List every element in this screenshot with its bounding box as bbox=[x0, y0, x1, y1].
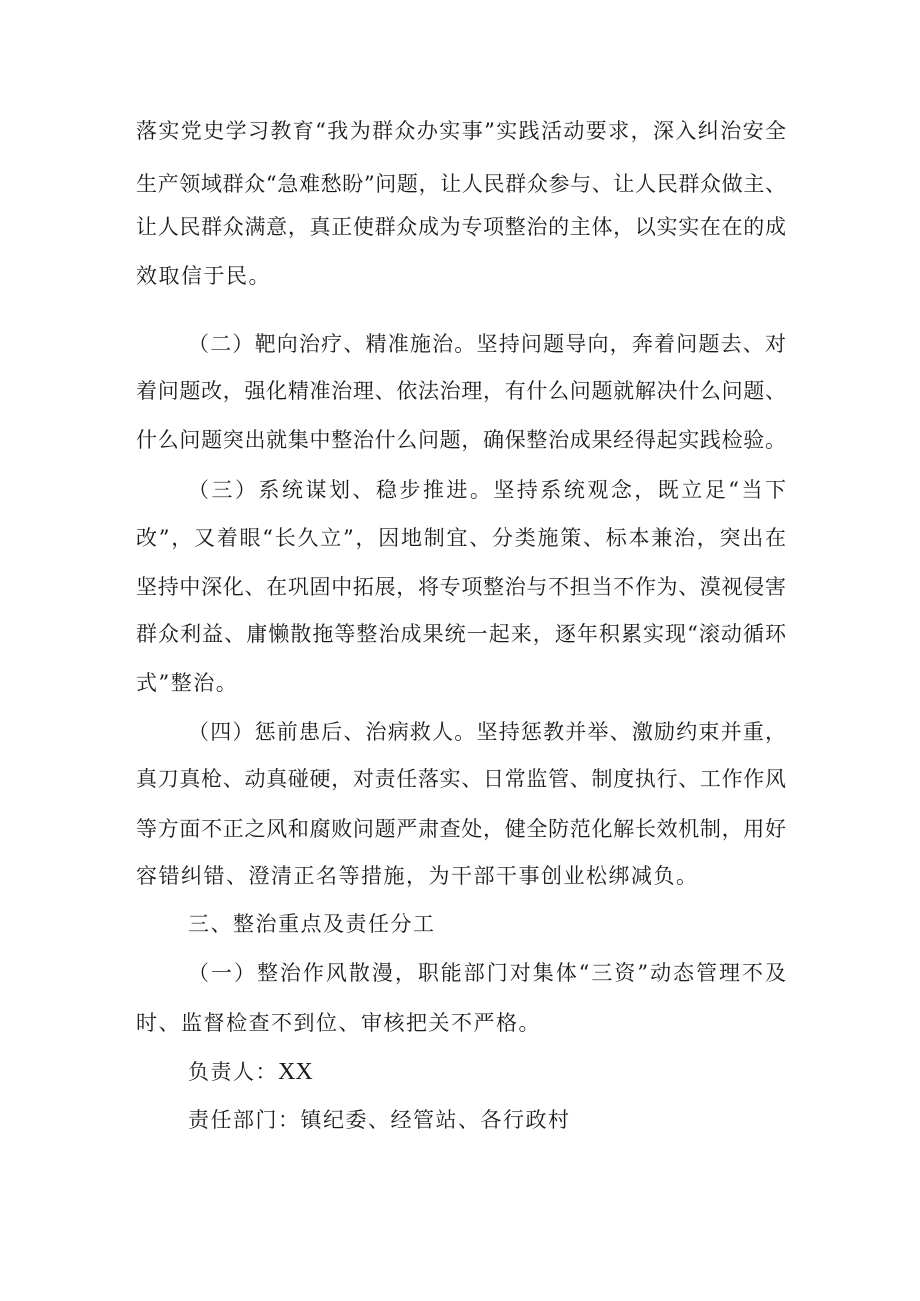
para1-line-3: 让人民群众满意，真正使群众成为专项整治的主体，以实实在在的成 bbox=[136, 215, 786, 239]
responsible-person bbox=[188, 1058, 313, 1086]
para3-line-5: 式”整治。 bbox=[136, 671, 239, 695]
para2-line-2: 着问题改，强化精准治理、依法治理，有什么问题就解决什么问题、 bbox=[136, 379, 786, 403]
para4-line-4: 容错纠错、澄清正名等措施，为干部干事创业松绑减负。 bbox=[136, 864, 699, 888]
para2-line-3: 什么问题突出就集中整治什么问题，确保整治成果经得起实践检验。 bbox=[136, 428, 786, 452]
para3-line-3: 坚持中深化、在巩固中拓展，将专项整治与不担当不作为、漠视侵害 bbox=[136, 575, 786, 599]
para3-line-1: （三）系统谋划、稳步推进。坚持系统观念，既立足“当下 bbox=[188, 478, 786, 502]
para4-line-2: 真刀真枪、动真碰硬，对责任落实、日常监管、制度执行、工作作风 bbox=[136, 767, 786, 791]
para2-line-1: （二）靶向治疗、精准施治。坚持问题导向，奔着问题去、对 bbox=[188, 332, 786, 356]
item1-line-1: （一）整治作风散漫，职能部门对集体“三资”动态管理不及 bbox=[188, 961, 786, 985]
responsible-person-label: 负责人： bbox=[188, 1060, 278, 1084]
para1-line-2: 生产领域群众“急难愁盼”问题，让人民群众参与、让人民群众做主、 bbox=[136, 172, 786, 196]
para4-line-3: 等方面不正之风和腐败问题严肃查处，健全防范化解长效机制，用好 bbox=[136, 817, 786, 841]
para1-line-1: 落实党史学习教育“我为群众办实事”实践活动要求，深入纠治安全 bbox=[136, 119, 786, 143]
responsible-department: 责任部门：镇纪委、经管站、各行政村 bbox=[188, 1108, 571, 1132]
section-heading: 三、整治重点及责任分工 bbox=[188, 912, 436, 936]
para4-line-1: （四）惩前患后、治病救人。坚持惩教并举、激励约束并重， bbox=[188, 720, 786, 744]
responsible-person-value: XX bbox=[278, 1059, 313, 1085]
para1-line-4: 效取信于民。 bbox=[136, 264, 271, 288]
para3-line-4: 群众利益、庸懒散拖等整治成果统一起来，逐年积累实现“滚动循环 bbox=[136, 622, 786, 646]
para3-line-2: 改”，又着眼“长久立”，因地制宜、分类施策、标本兼治，突出在 bbox=[136, 526, 786, 550]
item1-line-2: 时、监督检查不到位、审核把关不严格。 bbox=[136, 1011, 541, 1035]
